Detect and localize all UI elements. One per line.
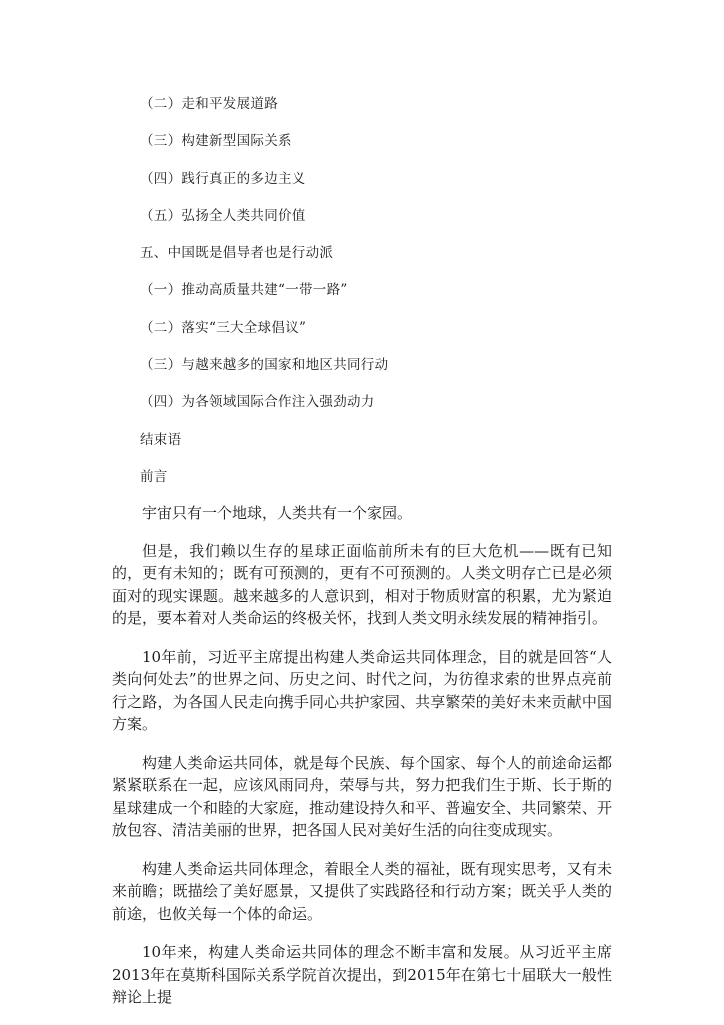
paragraph: 10年来，构建人类命运共同体的理念不断丰富和发展。从习近平主席2013年在莫斯科国际关系学院首次提出，到2015年在第七十届联大一般性辩论上提: [112, 943, 612, 1006]
toc-item-preface: 前言: [140, 468, 168, 485]
toc-item: （二）落实“三大全球倡议”: [140, 319, 307, 336]
paragraph: 构建人类命运共同体，就是每个民族、每个国家、每个人的前途命运都紧紧联系在一起，应该风雨同舟，荣辱与共，努力把我们生于斯、长于斯的星球建成一个和睦的大家庭，推动建设持久和平、普遍安全、共同繁荣、开放包容、清洁美丽的世界，把各国人民对美好生活的向往变成现实。: [112, 753, 612, 839]
paragraph: 构建人类命运共同体理念，着眼全人类的福祉，既有现实思考，又有未来前瞻；既描绘了美好愿景，又提供了实践路径和行动方案；既关乎人类的前途，也攸关每一个体的命运。: [112, 859, 612, 923]
paragraph: 但是，我们赖以生存的星球正面临前所未有的巨大危机——既有已知的，更有未知的；既有可预测的，更有不可预测的。人类文明存亡已是必须面对的现实课题。越来越多的人意识到，相对于物质财富的积累，尤为紧迫的是，要本着对人类命运的终极关怀，找到人类文明永续发展的精神指引。: [112, 541, 612, 627]
toc-item: （四）为各领域国际合作注入强劲动力: [140, 394, 375, 411]
toc-item: （三）与越来越多的国家和地区共同行动: [140, 357, 389, 374]
toc-item: （四）践行真正的多边主义: [140, 170, 306, 187]
paragraph: 宇宙只有一个地球，人类共有一个家园。: [142, 504, 413, 522]
toc-item-conclusion: 结束语: [140, 431, 182, 448]
toc-item: （三）构建新型国际关系: [140, 133, 292, 150]
preface-body: [112, 502, 612, 1025]
toc-item: （一）推动高质量共建“一带一路”: [140, 282, 348, 299]
toc-section-heading: 五、中国既是倡导者也是行动派: [140, 245, 334, 262]
table-of-contents: [140, 86, 388, 496]
toc-item: （五）弘扬全人类共同价值: [140, 207, 306, 224]
paragraph: 10年前，习近平主席提出构建人类命运共同体理念，目的就是回答“人类向何处去”的世界之问、历史之问、时代之问，为彷徨求索的世界点亮前行之路，为各国人民走向携手同心共护家园、共享繁荣的美好未来贡献中国方案。: [112, 647, 612, 733]
toc-item: （二）走和平发展道路: [140, 96, 278, 112]
